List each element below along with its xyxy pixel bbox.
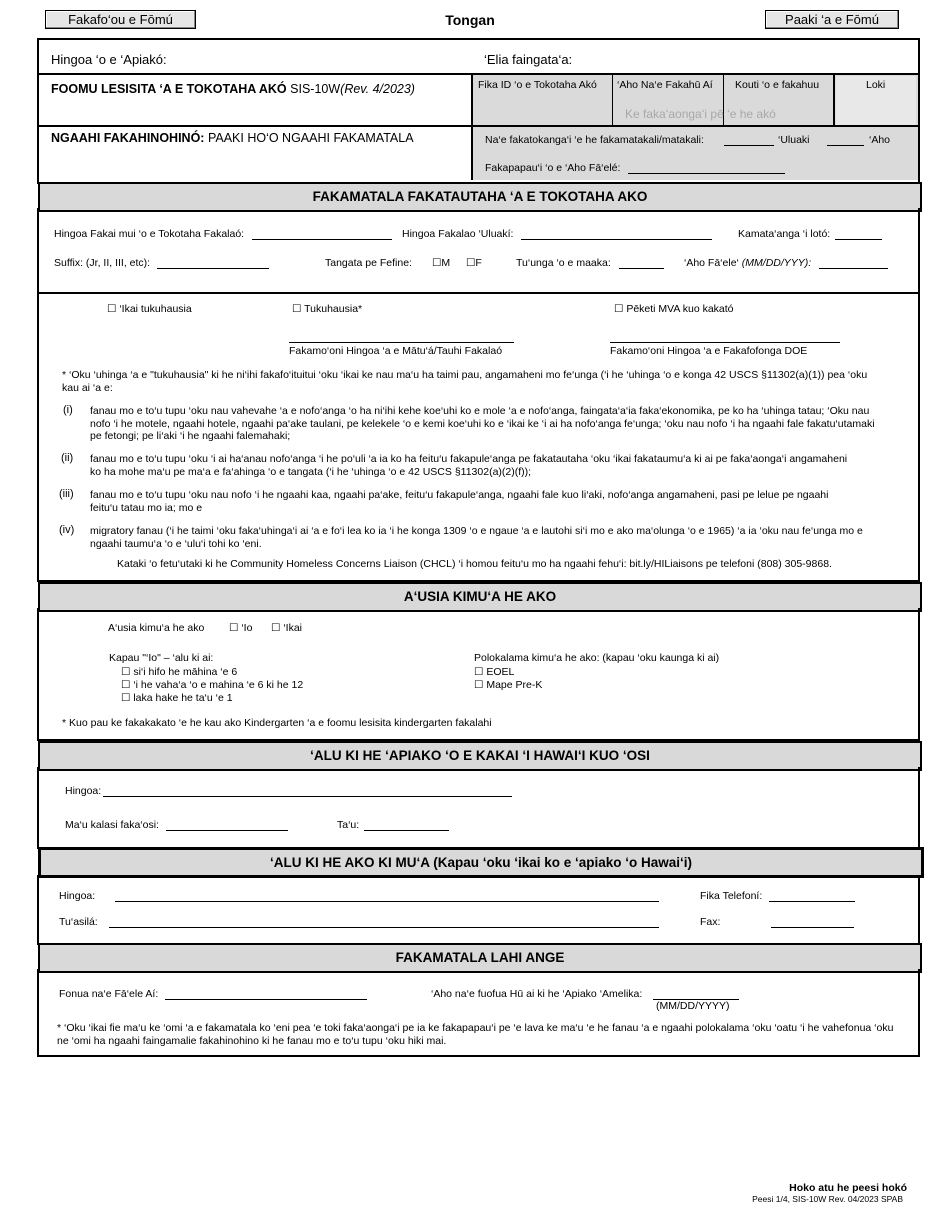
preschool-no-checkbox[interactable]: ☐ ‘Ikai [271,622,303,634]
male-checkbox[interactable]: ☐M [432,257,451,269]
duration-checkbox-2[interactable]: ☐ ‘i he vaha‘a ‘o e mahina ‘e 6 ki he 12 [121,679,304,691]
homeless-item: fanau mo e to‘u tupu ‘oku ‘i ai ha‘anau nofo‘anga ‘i he po‘uli ‘a ia ko ha feitu‘u fakapule‘anga pe fakatautaha ‘oku ‘ikai fakataumu‘a ki ai pe faka‘aonga‘i angamaheni ko ha mohe ma‘u pe ma‘a e fa‘ahinga ‘o e tangata (‘i he ‘uhinga ‘o e 42 USCS §11302(a)(2)(f)); [90,453,848,478]
year-label: Ta‘u: [337,819,360,831]
instructions: NGAAHI FAKAHINOHINÓ: PAAKI HO‘O NGAAHI FAKAMATALA [51,131,414,145]
item-number: (i) [63,404,73,416]
program-label: Polokalama kimu‘a he ako: (kapau ‘oku kaunga ki ai) [474,652,720,664]
legal-first-field[interactable] [521,239,712,240]
mva-packet-checkbox[interactable]: ☐ Pēketi MVA kuo kakató [614,303,734,315]
duration-checkbox-3[interactable]: ☐ laka hake he ta‘u ‘e 1 [121,692,233,704]
form-title: FOOMU LESISITA ‘A E TOKOTAHA AKÓ SIS-10W(Rev. 4/2023) [51,82,415,96]
age-label: Tu‘unga ‘o e maaka: [516,257,611,269]
not-homeless-checkbox[interactable]: ☐ ‘Ikai tukuhausia [107,303,192,315]
prev-school-fax-label: Fax: [700,916,721,928]
section-previous-school [37,875,920,945]
legal-last-label: Hingoa Fakai mui ‘o e Tokotaha Fakalaó: [54,228,245,240]
program-prek-checkbox[interactable]: ☐ Mape Pre-K [474,679,543,691]
homeless-definition: * ‘Oku ‘uhinga ‘a e "tukuhausia" ki he ni‘ihi fakafo‘ituitui ‘oku ‘ikai ke nau ma‘u ha taimi pau, angamaheni mo fe‘unga (‘i he ‘uhinga ‘o e konga 42 USCS §11302(a)(1)) pea ‘oku kau ai ‘a e: [62,369,868,394]
birth-country-label: Fonua na‘e Fā‘ele Aí: [59,988,159,1000]
parent-signature-field[interactable] [289,342,514,343]
office-col-grade: Kouti ‘o e fakahuu [735,79,820,91]
language-title: Tongan [445,12,495,28]
hawaii-school-name-label: Hingoa: [65,785,102,797]
parent-signature-label: Fakamo‘oni Hingoa ‘a e Mātu‘á/Tauhi Fakalaó [289,345,503,357]
chcl-contact: Kataki ‘o fetu‘utaki ki he Community Homeless Concerns Liaison (CHCL) ‘i homou feitu‘u mo ha ngaahi fehu‘i: bit.ly/HILiaisons pe telefoni (808) 305-9868. [117,558,832,570]
section-preschool-header: A‘USIA KIMU‘A HE AKO [38,582,922,612]
section-personal-info [37,208,920,294]
month-label: ‘Uluaki [778,134,810,146]
duration-checkbox-1[interactable]: ☐ si‘i hifo he māhina ‘e 6 [121,666,238,678]
prev-school-address-label: Tu‘asilá: [59,916,98,928]
last-grade-field[interactable] [166,830,288,831]
item-number: (iii) [59,488,74,500]
phone-label: ‘Elia faingata‘a: [484,52,573,67]
prev-school-address-field[interactable] [109,927,659,928]
section-personal-info-header: FAKAMATALA FAKATAUTAHA ‘A E TOKOTAHA AKO [38,182,922,212]
homeless-item: fanau mo e to‘u tupu ‘oku nau vahevahe ‘a e nofo‘anga ‘o ha ni‘ihi kehe koe‘uhi ko e mole ‘a e nofo‘anga, faingata‘a‘ia faka‘ekonomika, pe ko ha ‘uhinga tatau; ‘Oku nau nofo ‘i he motele, ngaahi hotele, ngaahi pa‘ake taulani, pe kelekele ‘o e kemi koe‘uhi ko e ‘ikai ke ‘i ai ha nofo‘anga fe‘unga; ‘oku nau nofo ‘i ha ngaahi fale fakatu‘utamaki pe fetongi; pe li‘aki ‘i he ngaahi falemahaki; [90,405,875,442]
item-number: (ii) [61,452,74,464]
prev-school-phone-field[interactable] [769,901,855,902]
dob-verify-label: Fakapapau‘i ‘o e ‘Aho Fā‘elé: [485,162,621,174]
office-col-room: Loki [866,79,886,91]
homeless-checkbox[interactable]: ☐ Tukuhausia* [292,303,363,315]
middle-label: Kamata‘anga ‘i lotó: [738,228,831,240]
birth-country-field[interactable] [165,999,367,1000]
legal-first-label: Hingoa Fakalao ‘Uluakí: [402,228,514,240]
section-previous-school-header: ‘ALU KI HE AKO KI MU‘A (Kapau ‘oku ‘ikai ko e ‘apiako ‘o Hawai‘i) [38,847,924,878]
day-label: ‘Aho [869,134,891,146]
dob-field[interactable] [819,268,888,269]
continue-note: Hoko atu he peesi hokó [789,1182,907,1194]
homeless-item: migratory fanau (‘i he taimi ‘oku faka‘uhinga‘i ai ‘a e fo‘i lea ko ia ‘i he konga 1309 ‘o e ngaue ‘a e lautohi si‘i mo e ako ma‘olunga ‘o e 1965) ‘a ia ‘oku nau fe‘unga mo e ngaahi taumu‘a ‘o e ‘ulu‘i tohi ko ‘eni. [90,525,863,550]
preschool-yes-checkbox[interactable]: ☐ ‘Io [229,622,253,634]
year-field[interactable] [364,830,449,831]
school-name-label: Hingoa ‘o e ‘Apiakó: [51,52,167,67]
page-footer: Peesi 1/4, SIS-10W Rev. 04/2023 SPAB [752,1194,903,1204]
legal-last-field[interactable] [252,239,392,240]
print-button[interactable]: Paaki ‘a e Fōmú [765,10,899,29]
doe-signature-label: Fakamo‘oni Hingoa ‘a e Fakafofonga DOE [610,345,808,357]
prev-school-name-label: Hingoa: [59,890,96,902]
hawaii-school-name-field[interactable] [103,796,512,797]
age-field[interactable] [619,268,664,269]
prev-school-fax-field[interactable] [771,927,854,928]
verified-month-field[interactable] [724,145,774,146]
if-yes-label: Kapau "‘Io" – ‘alu ki ai: [109,652,214,664]
last-grade-label: Ma‘u kalasi faka‘osi: [65,819,159,831]
additional-info-note: * ‘Oku ‘ikai fie ma‘u ke ‘omi ‘a e fakamatala ko ‘eni pea ‘e toki faka‘aonga‘i pe ia ke fakapapau‘i pe ‘e lava ke ma‘u ‘e he fanau ‘a e ngaahi polokalama ‘oku ‘oatu ‘i he vahefonua ‘oku ne ‘omi ha ngaahi faingamalie fakahinohino ki he fanau mo e to‘u tupu ‘oku hiki mai. [57,1022,894,1047]
dob-verify-field[interactable] [628,173,785,174]
section-additional-info-header: FAKAMATALA LAHI ANGE [38,943,922,973]
office-use-note: Ke faka‘aonga‘i pē ‘e he akó [625,107,776,121]
doe-signature-field[interactable] [610,342,840,343]
preschool-question: A‘usia kimu‘a he ako [108,622,205,634]
program-eoel-checkbox[interactable]: ☐ EOEL [474,666,515,678]
kindergarten-note: * Kuo pau ke fakakakato ‘e he kau ako Kindergarten ‘a e foomu lesisita kindergarten fakalahi [62,717,492,729]
prev-school-phone-label: Fika Telefoní: [700,890,763,902]
homeless-item: fanau mo e to‘u tupu ‘oku nau nofo ‘i he ngaahi kaa, ngaahi pa‘ake, feitu‘u fakapule‘anga, ngaahi fale kuo li‘aki, nofo‘anga angamaheni, pasi pe lelue pe ngaahi feitu‘u tatau mo ia; mo e [90,489,829,514]
lang-button[interactable]: Fakafo‘ou e Fōmú [45,10,196,29]
us-school-date-label: ‘Aho na‘e fuofua Hū ai ki he ‘Apiako ‘Amelika: [431,988,643,1000]
suffix-field[interactable] [157,268,269,269]
office-col-id: Fika ID ‘o e Tokotaha Akó [478,79,597,91]
section-hawaii-school [37,767,920,849]
dob-label: ‘Aho Fā‘ele‘ (MM/DD/YYY): [684,257,812,269]
middle-field[interactable] [835,239,882,240]
suffix-label: Suffix: (Jr, II, III, etc): [54,257,151,269]
section-hawaii-school-header: ‘ALU KI HE ‘APIAKO ‘O E KAKAI ‘I HAWAI‘I KUO ‘OSI [38,741,922,771]
office-col-date: ‘Aho Na‘e Fakahū Aí [617,79,713,91]
verified-label: Na‘e fakatokanga‘i ‘e he fakamatakali/matakali: [485,134,704,146]
verified-day-field[interactable] [827,145,864,146]
gender-label: Tangata pe Fefine: [325,257,412,269]
item-number: (iv) [59,524,75,536]
date-format-hint: (MM/DD/YYYY) [656,1000,730,1012]
female-checkbox[interactable]: ☐F [466,257,482,269]
prev-school-name-field[interactable] [115,901,659,902]
